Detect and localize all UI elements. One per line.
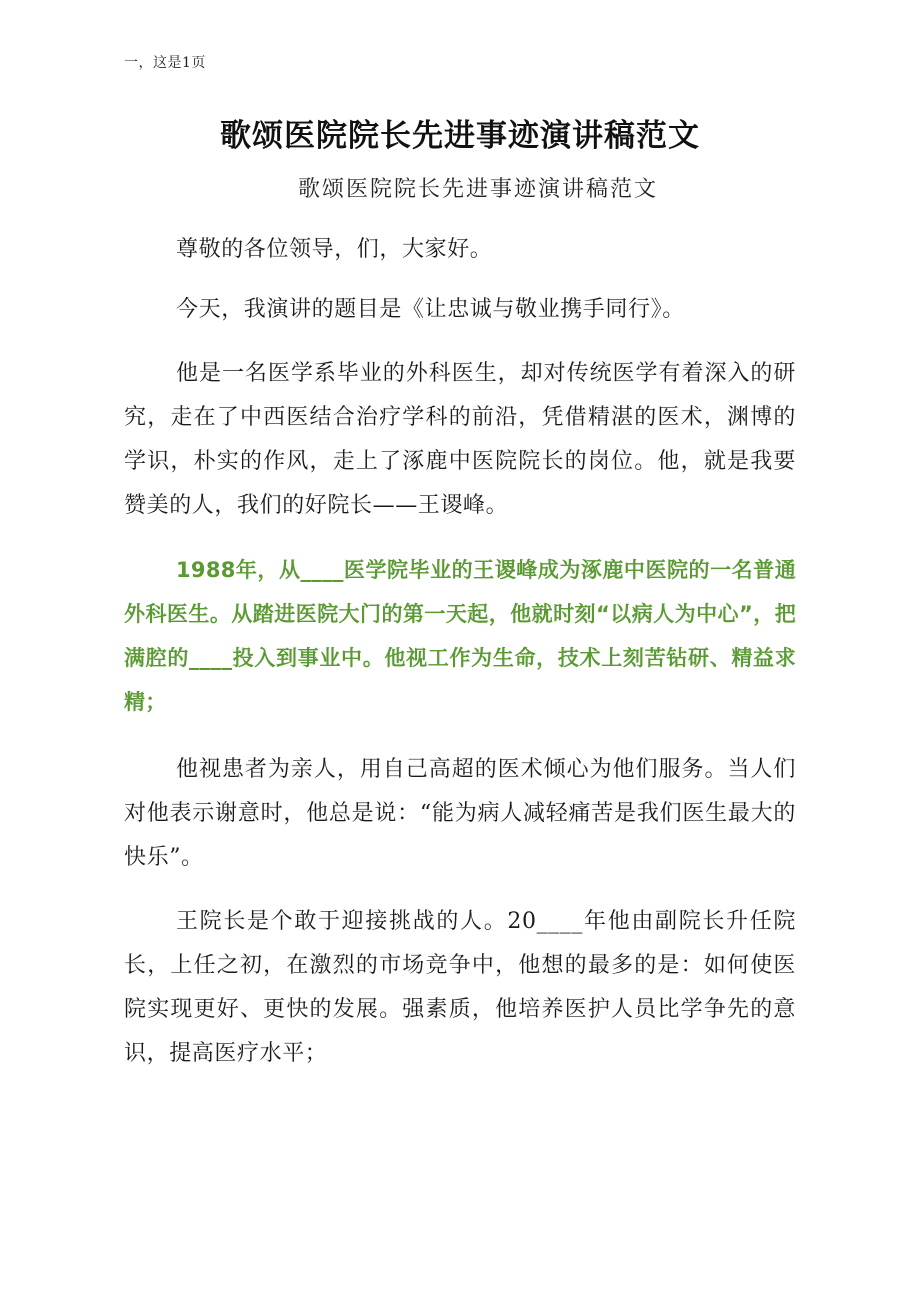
paragraph-introduction: 他是一名医学系毕业的外科医生，却对传统医学有着深入的研究，走在了中西医结合治疗学科的前沿，凭借精湛的医术，渊博的学识，朴实的作风，走上了涿鹿中医院院长的岗位。他，就是我要赞美的人，我们的好院长——王谡峰。 (124, 361, 796, 518)
paragraph-highlighted: 1988年，从____医学院毕业的王谡峰成为涿鹿中医院的一名普通外科医生。从踏进医院大门的第一天起，他就时刻“以病人为中心”，把满腔的____投入到事业中。他视工作为生命，技术上刻苦钻研、精益求精； (124, 558, 796, 714)
paragraph-challenge: 王院长是个敢于迎接挑战的人。20____年他由副院长升任院长，上任之初，在激烈的市场竞争中，他想的最多的是：如何使医院实现更好、更快的发展。强素质，他培养医护人员比学争先的意识，提高医疗水平； (124, 909, 796, 1066)
page-header: 一，这是1页 (124, 55, 206, 71)
document-title: 歌颂医院院长先进事迹演讲稿范文 (220, 118, 700, 154)
document-body (124, 228, 796, 1096)
document-subtitle: 歌颂医院院长先进事迹演讲稿范文 (298, 177, 659, 202)
paragraph-greeting: 尊敬的各位领导，们，大家好。 (176, 237, 493, 262)
paragraph-topic: 今天，我演讲的题目是《让忠诚与敬业携手同行》。 (176, 297, 685, 322)
paragraph-patients: 他视患者为亲人，用自己高超的医术倾心为他们服务。当人们对他表示谢意时，他总是说：“能为病人减轻痛苦是我们医生最大的快乐”。 (124, 757, 796, 870)
